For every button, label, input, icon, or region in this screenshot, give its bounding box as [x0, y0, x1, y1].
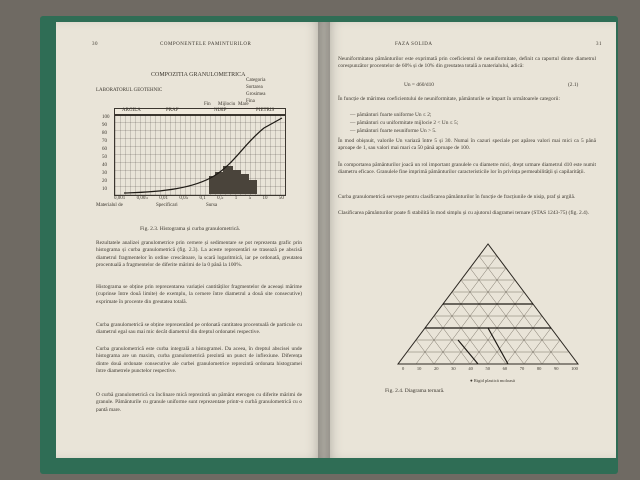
x-label: 10 — [262, 196, 268, 201]
lab-label: LABORATORUL GEOTEHNIC — [96, 88, 163, 93]
right-running-title: FAZA SOLIDA — [395, 42, 433, 47]
ternary-axis-labels — [402, 366, 578, 371]
ternary-tick: 70 — [519, 366, 525, 371]
side-label-2: Sursa — [206, 203, 218, 208]
legend-3: Fina — [246, 99, 255, 104]
y-label: 30 — [102, 171, 107, 176]
ternary-tick: 0 — [402, 366, 405, 371]
granulometric-curve — [124, 118, 282, 193]
ternary-tick: 100 — [571, 366, 578, 371]
left-paragraph-4: Curba granulometrică este curba integrală a histogramei. Da aceea, în dreptul abscisei unde histograma are un maxim, curba granulometrică prezintă un punct de inflexiune. Diferența dintre două ordonate consecutive ale curbei granulometrice reprezintă ordonata histogramei între diametrele punctelor respective. — [96, 346, 302, 375]
y-label: 40 — [102, 163, 107, 168]
subzone-mare: Mare — [238, 102, 249, 107]
legend-2: Grosimea — [246, 92, 266, 97]
right-paragraph-10: Clasificarea pământurilor poate fi stabilită în mod simplu și cu ajutorul diagramei ternare (STAS 1243-75) (fig. 2.4). — [338, 210, 589, 216]
ternary-diagram — [388, 240, 588, 380]
y-label: 20 — [102, 179, 107, 184]
x-label: 0,01 — [159, 196, 168, 201]
y-label: 80 — [102, 131, 107, 136]
y-label: 90 — [102, 123, 107, 128]
left-paragraph-5: O curbă granulometrică cu înclinare mică reprezintă un pământ eterogen cu diferite mărimi de granule. Pământurile cu granule uniforme sunt reprezentate printr-o curbă granulometrică cu o pantă mare. — [96, 392, 302, 413]
figure-title: COMPOZITIA GRANULOMETRICA — [151, 72, 246, 78]
x-label: 0,1 — [199, 196, 206, 201]
ternary-tick: 20 — [434, 366, 439, 371]
book-spine — [318, 22, 330, 458]
left-running-title: COMPONENTELE PAMINTURILOR — [160, 42, 252, 47]
x-label: 0,05 — [179, 196, 189, 201]
x-label: 0,5 — [217, 196, 224, 201]
subzone-fin: Fin — [204, 102, 211, 107]
y-label: 70 — [102, 139, 107, 144]
left-paragraph-2: Histograma se obține prin reprezentarea variației cantităților fragmentelor de aceeași mărime (cuprinse între două limite) de exemplu, la cernere între diametrul a două site consecutive) exprimate în procente din greutatea totală. — [96, 284, 302, 305]
y-label: 60 — [102, 147, 107, 152]
x-label: 0,005 — [136, 196, 148, 201]
right-paragraph-1: Neuniformitatea pământurilor este exprimată prin coeficientul de neuniformitate, definit ca raportul dintre diametrul corespunzător procentelor de 60% și de 10% din greutatea totală a materialului, adică: — [338, 56, 596, 70]
y-label: 100 — [102, 115, 110, 120]
right-page-number: 31 — [596, 42, 602, 47]
zone-pietris: PIETRIS — [256, 108, 275, 113]
left-paragraph-1: Rezultatele analizei granulometrice prin cernere și sedimentare se pot reprezenta grafic prin histograma și curba granulometrică (fig. 2.3). La aceste reprezentări se trasează pe abscisă diametrul fragmentelor în ordine crescătoare, la scară logaritmică, iar pe ordonată, greutatea procentuală a fragmentelor de diferite mărimi de la 0 până la 100%. — [96, 240, 302, 269]
hist-bar — [241, 174, 249, 194]
triangle-grid — [407, 256, 569, 364]
curve-and-histogram — [114, 114, 284, 194]
category-2: — pământuri cu uniformitate mijlocie 2 < Un ≤ 5; — [350, 120, 459, 126]
ternary-note: ● Rigid plastică moloasă — [470, 378, 515, 383]
figure-2-4-caption: Fig. 2.4. Diagrama ternară. — [385, 388, 445, 394]
hist-bar — [249, 180, 257, 194]
category-3: — pământuri foarte neuniforme Un > 5. — [350, 128, 437, 134]
y-label: 50 — [102, 155, 107, 160]
left-page-number: 30 — [92, 42, 98, 47]
y-label: 10 — [102, 187, 107, 192]
side-label-0: Materialul de — [96, 203, 123, 208]
ternary-tick: 30 — [451, 366, 456, 371]
x-label: 5 — [248, 196, 252, 201]
y-axis-labels — [102, 114, 110, 194]
right-paragraph-9: Curba granulometrică servește pentru clasificarea pământurilor în funcție de fracțiunile de nisip, praf și argilă. — [338, 194, 576, 200]
x-label: 0,001 — [114, 196, 126, 201]
category-1: — pământuri foarte uniforme Un ≤ 2; — [350, 112, 432, 118]
zone-praf: PRAF — [166, 108, 179, 113]
zone-argila: ARGILA — [122, 108, 141, 113]
figure-2-3-caption: Fig. 2.3. Histograma și curba granulometrică. — [140, 226, 241, 232]
right-paragraph-7: În mod obișnuit, valorile Un variază între 5 și 30. Numai în cazuri speciale pot apărea valori mai mici ca 5 până aproape de 1, sau valori mai mari ca 50 până aproape de 100. — [338, 138, 596, 152]
granulometric-figure — [96, 62, 296, 212]
ternary-tick: 60 — [502, 366, 508, 371]
legend-0: Categoria — [246, 78, 266, 83]
ternary-tick: 90 — [554, 366, 559, 371]
hist-bar — [233, 170, 241, 194]
ternary-tick: 80 — [536, 366, 542, 371]
x-axis-labels — [114, 196, 284, 201]
ternary-tick: 50 — [485, 366, 490, 371]
left-paragraph-3: Curba granulometrică se obține reprezentând pe ordonată cantitatea procentuală de particule cu diametrul egal sau mai mic decât diametrul din dreptul ordonatei respective. — [96, 322, 302, 336]
ternary-tick: 10 — [416, 366, 422, 371]
formula-un: Un = d60/d10 — [404, 82, 434, 88]
formula-number: (2.1) — [568, 82, 579, 88]
x-label: 50 — [278, 196, 284, 201]
subzone-mijlociu: Mijlociu — [218, 102, 236, 107]
side-label-1: Specificari — [156, 203, 178, 208]
hist-bar — [223, 166, 233, 194]
x-label: 1 — [234, 196, 238, 201]
ternary-tick: 40 — [468, 366, 473, 371]
ternary-svg — [388, 240, 588, 380]
right-paragraph-3: În funcție de mărimea coeficientului de neuniformitate, pământurile se împart în următoarele categorii: — [338, 96, 560, 102]
legend-1: Sortarea — [246, 85, 263, 90]
zone-nisip: NISIP — [214, 108, 227, 113]
classification-zones — [425, 304, 551, 364]
right-paragraph-8: În comportarea pământurilor joacă un rol important granulele cu diametre mici, drept urmare diametrul d10 este numit diametru eficace. Granulele fine imprimă pământurilor caracteristicile lor în privința permeabilității și capilarității. — [338, 162, 596, 176]
